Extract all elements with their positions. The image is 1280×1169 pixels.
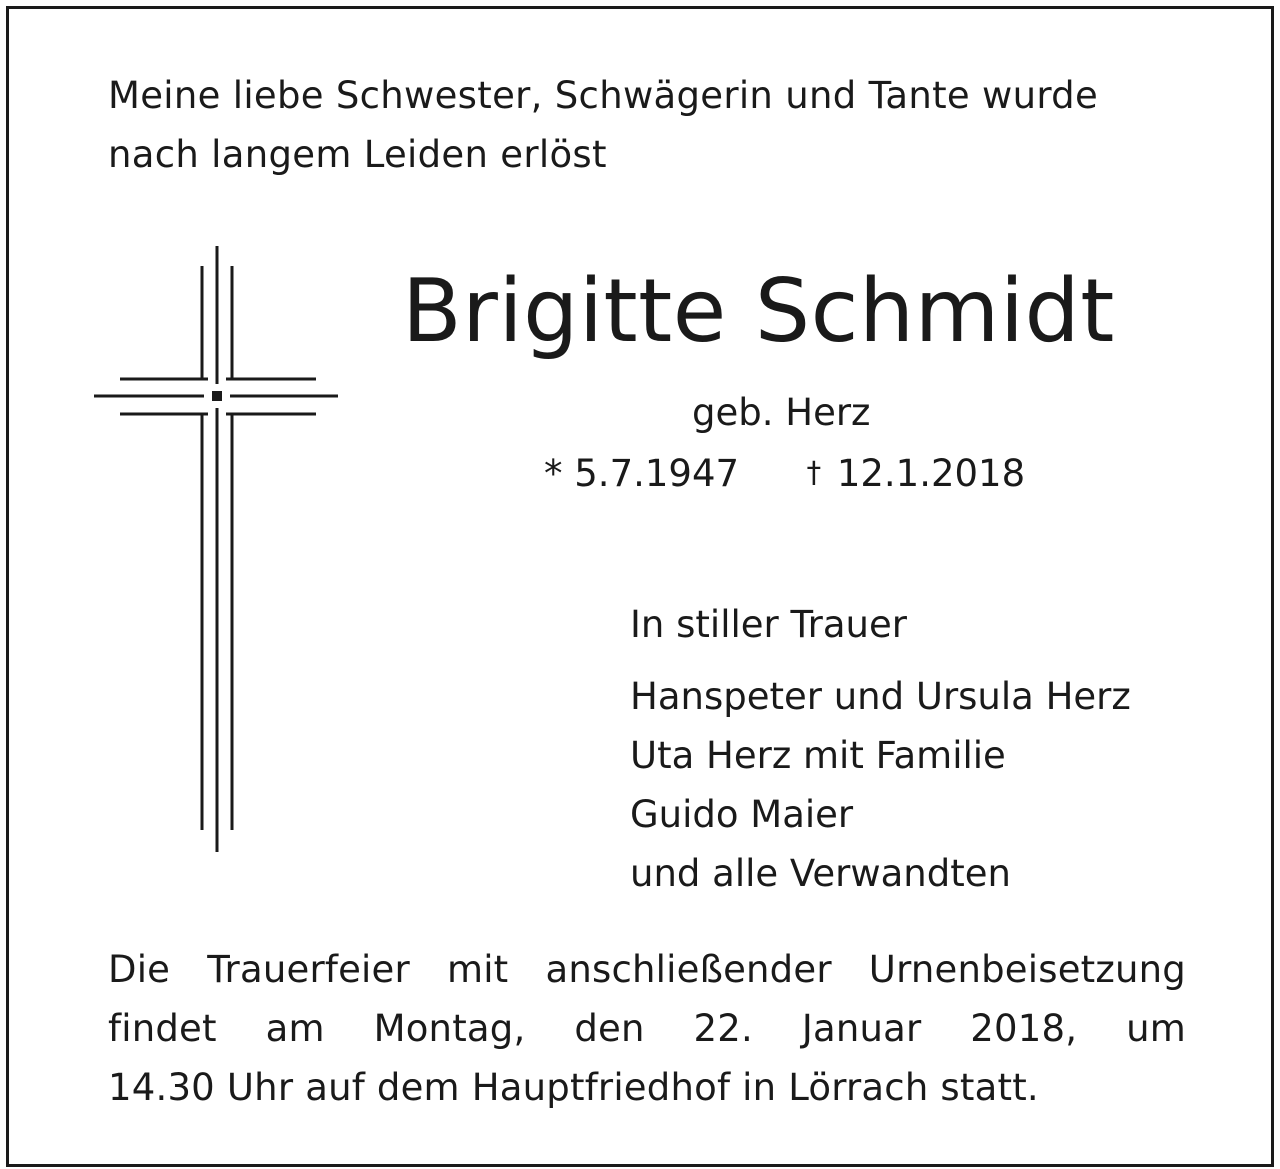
- ceremony-line-2: findet am Montag, den 22. Januar 2018, um: [108, 1007, 1186, 1050]
- born-name: geb. Herz: [692, 391, 871, 434]
- birth-symbol: *: [544, 452, 563, 495]
- birth-date: 5.7.1947: [574, 452, 740, 495]
- mourner-name: und alle Verwandten: [630, 852, 1011, 895]
- death-date: 12.1.2018: [836, 452, 1026, 495]
- mourning-heading: In stiller Trauer: [630, 603, 907, 646]
- mourner-name: Uta Herz mit Familie: [630, 734, 1006, 777]
- mourner-name: Guido Maier: [630, 793, 854, 836]
- ceremony-line-3: 14.30 Uhr auf dem Hauptfriedhof in Lörrach statt.: [108, 1066, 1039, 1109]
- life-dates: [544, 447, 1025, 499]
- mourner-name: Hanspeter und Ursula Herz: [630, 675, 1131, 718]
- ceremony-notice: [108, 940, 1186, 1117]
- mourners-list: [630, 667, 1131, 903]
- intro-line-1: Meine liebe Schwester, Schwägerin und Tante wurde: [108, 74, 1099, 117]
- cross-icon: [90, 240, 340, 856]
- death-symbol: †: [806, 455, 822, 489]
- intro-text: [108, 66, 1188, 184]
- deceased-name: Brigitte Schmidt: [402, 260, 1115, 362]
- intro-line-2: nach langem Leiden erlöst: [108, 133, 607, 176]
- ceremony-line-1: Die Trauerfeier mit anschließender Urnenbeisetzung: [108, 948, 1186, 991]
